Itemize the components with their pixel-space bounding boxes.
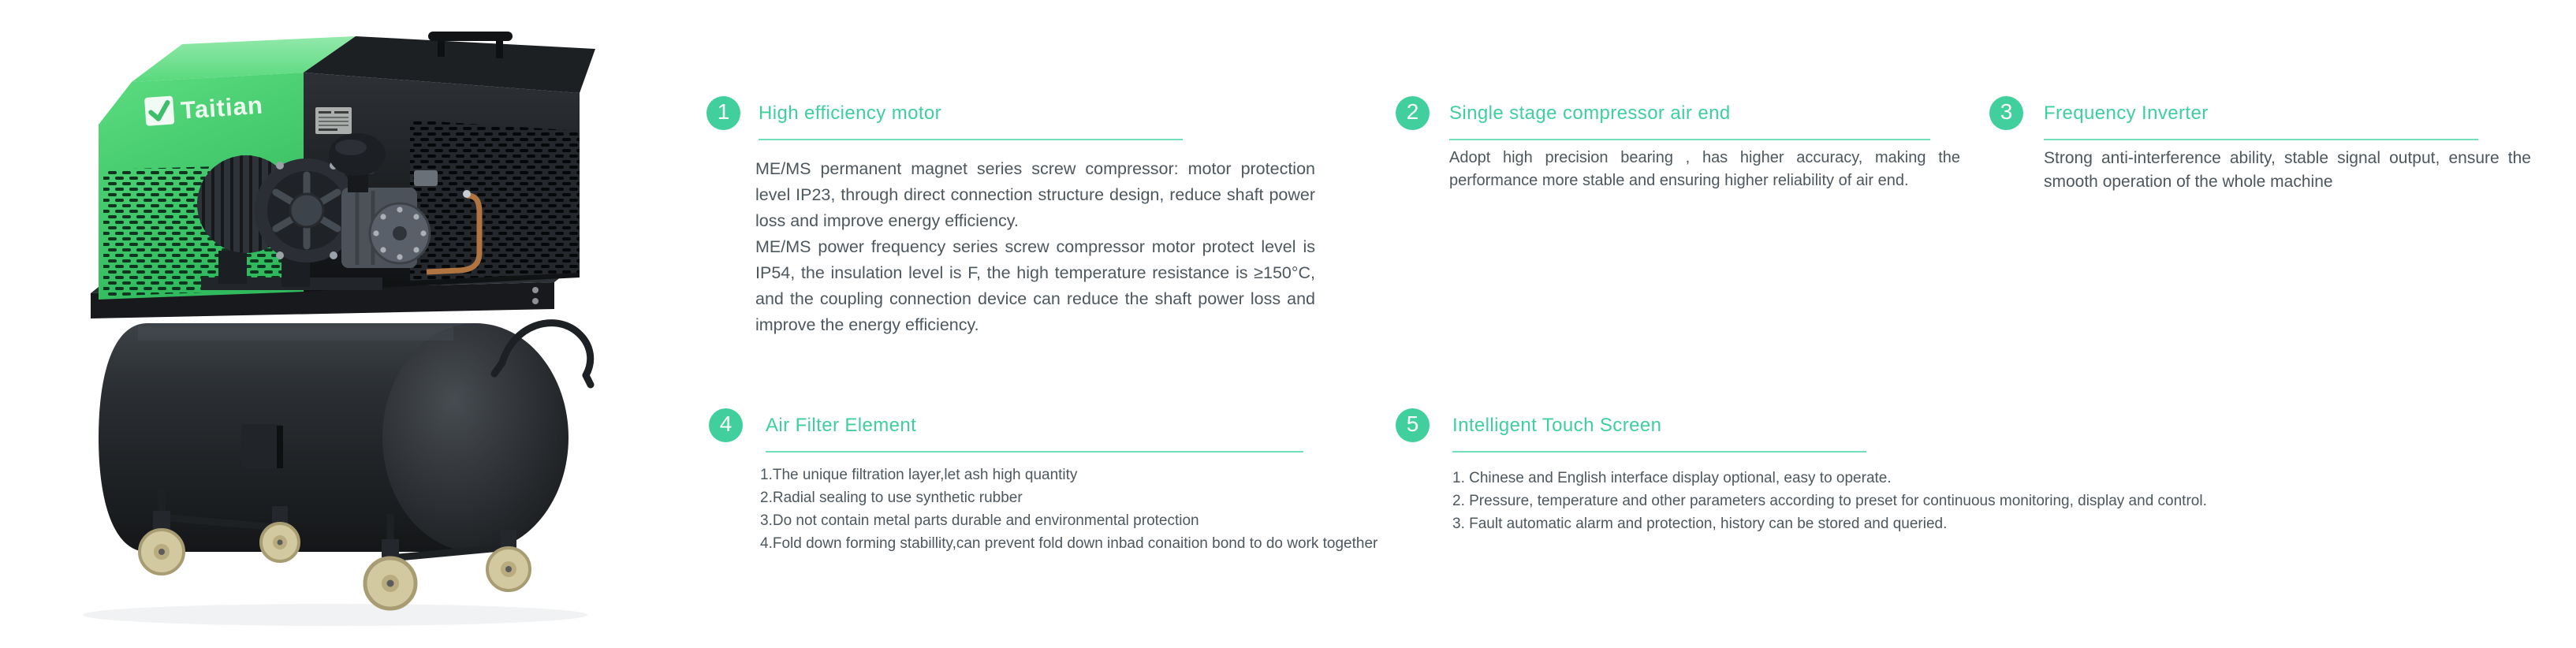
feature-paragraph: Strong anti-interference ability, stable signal output, ensure the smooth operation of the whole machine — [2044, 149, 2531, 191]
spec-label — [315, 107, 352, 134]
feature-number-badge — [1396, 96, 1430, 130]
feature-list-item: 3.Do not contain metal parts durable and environmental protection — [760, 512, 1199, 529]
feature-underline — [1452, 451, 1866, 452]
feature-section-2 — [1396, 96, 1960, 192]
feature-list-item: 4.Fold down forming stabillity,can prevent fold down inbad conaition bond to do work together — [760, 535, 1378, 552]
tank-plate — [241, 424, 282, 468]
feature-title: Intelligent Touch Screen — [1452, 414, 1662, 436]
feature-underline — [1449, 139, 1930, 140]
feature-title: High efficiency motor — [759, 102, 942, 124]
feature-underline — [766, 451, 1303, 452]
feature-number-badge — [709, 408, 743, 442]
feature-list-item: 3. Fault automatic alarm and protection, history can be stored and queried. — [1452, 516, 1948, 532]
feature-list-item: 2. Pressure, temperature and other parameters according to preset for continuous monitoring, display and control. — [1452, 493, 2207, 509]
feature-section-1 — [706, 96, 1337, 338]
feature-title: Frequency Inverter — [2044, 102, 2209, 124]
feature-number-badge — [1396, 408, 1430, 442]
feature-number: 1 — [717, 99, 730, 124]
feature-number: 2 — [1406, 99, 1419, 124]
feature-number-badge — [706, 96, 740, 130]
feature-number-badge — [1989, 96, 2023, 130]
product-image — [43, 32, 595, 631]
compressor-housing — [99, 32, 595, 300]
feature-paragraph: ME/MS permanent magnet series screw compressor: motor protection level IP23, through direct connection structure design, reduce shaft power loss and improve energy efficiency. — [755, 159, 1315, 230]
feature-list-item: 1.The unique filtration layer,let ash high quantity — [760, 467, 1078, 483]
feature-section-5 — [1396, 408, 2302, 535]
feature-paragraph: Adopt high precision bearing , has higher accuracy, making the performance more stable and ensuring higher reliability of air end. — [1449, 149, 1960, 189]
feature-number: 5 — [1406, 412, 1419, 436]
feature-title: Single stage compressor air end — [1449, 102, 1731, 124]
feature-section-4 — [709, 408, 1482, 555]
feature-paragraph: ME/MS power frequency series screw compressor motor protect level is IP54, the insulation level is F, the high temperature resistance is ≥150°C, and the coupling connection device can reduce the shaft power loss and improve the energy efficiency. — [755, 237, 1315, 334]
feature-underline — [759, 139, 1183, 140]
brand-logo-text: Taitian — [180, 91, 264, 125]
product-illustration — [43, 32, 595, 631]
ground-shadow — [83, 604, 587, 626]
feature-list-item: 1. Chinese and English interface display optional, easy to operate. — [1452, 470, 1892, 486]
feature-list-item: 2.Radial sealing to use synthetic rubber — [760, 490, 1023, 506]
feature-number: 3 — [2000, 99, 2013, 124]
feature-title: Air Filter Element — [766, 414, 917, 436]
feature-number: 4 — [719, 412, 733, 436]
feature-underline — [2044, 139, 2478, 140]
feature-section-3 — [1989, 96, 2541, 194]
mesh-grille-black — [410, 120, 580, 281]
